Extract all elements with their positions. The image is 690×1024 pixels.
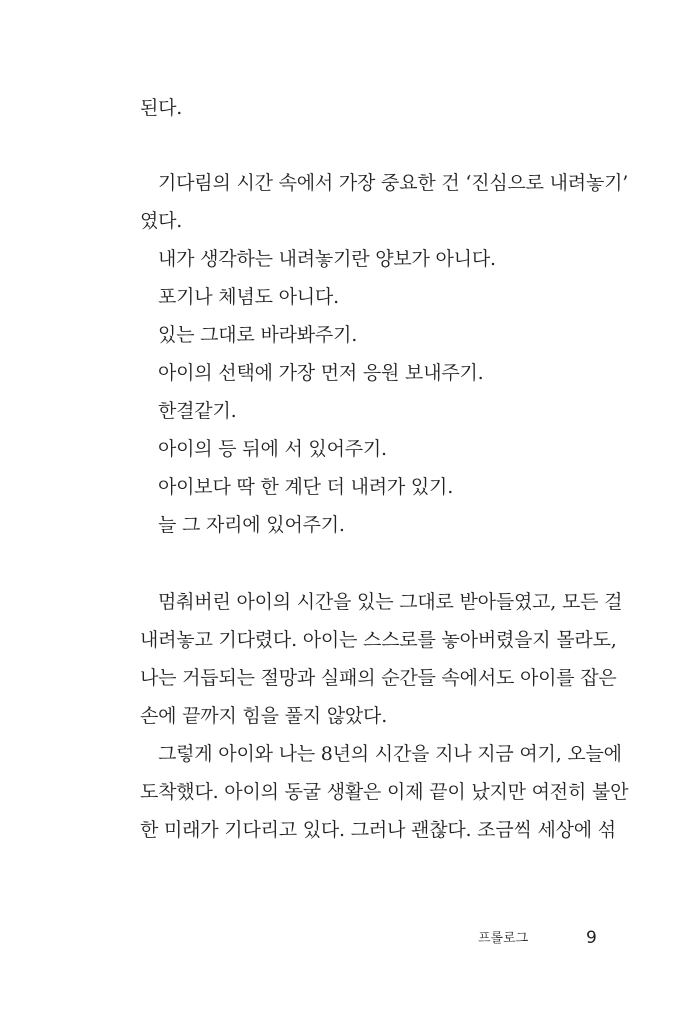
text-line: 늘 그 자리에 있어주기. <box>158 514 345 536</box>
text-line: 그렇게 아이와 나는 8년의 시간을 지나 지금 여기, 오늘에 <box>158 743 622 765</box>
text-line: 내려놓고 기다렸다. 아이는 스스로를 놓아버렸을지 몰라도, <box>140 629 617 651</box>
running-footer-title: 프롤로그 <box>478 931 529 946</box>
text-line: 였다. <box>140 210 183 232</box>
text-line: 손에 끝까지 힘을 풀지 않았다. <box>140 705 388 727</box>
text-line: 내가 생각하는 내려놓기란 양보가 아니다. <box>158 248 496 270</box>
text-line: 아이의 등 뒤에 서 있어주기. <box>158 438 387 460</box>
text-line: 기다림의 시간 속에서 가장 중요한 건 ‘진심으로 내려놓기’ <box>158 172 629 194</box>
text-line: 나는 거듭되는 절망과 실패의 순간들 속에서도 아이를 잡은 <box>140 667 617 689</box>
text-line: 아이의 선택에 가장 먼저 응원 보내주기. <box>158 362 484 384</box>
text-line: 아이보다 딱 한 계단 더 내려가 있기. <box>158 476 454 498</box>
text-line: 된다. <box>140 97 183 119</box>
text-line: 있는 그대로 바라봐주기. <box>158 324 358 346</box>
page-number: 9 <box>586 928 597 948</box>
text-line: 멈춰버린 아이의 시간을 있는 그대로 받아들였고, 모든 걸 <box>158 591 623 613</box>
text-line: 한결같기. <box>158 400 237 422</box>
text-line: 도착했다. 아이의 동굴 생활은 이제 끝이 났지만 여전히 불안 <box>140 781 629 803</box>
text-line: 한 미래가 기다리고 있다. 그러나 괜찮다. 조금씩 세상에 섞 <box>140 819 616 841</box>
text-line: 포기나 체념도 아니다. <box>158 286 339 308</box>
